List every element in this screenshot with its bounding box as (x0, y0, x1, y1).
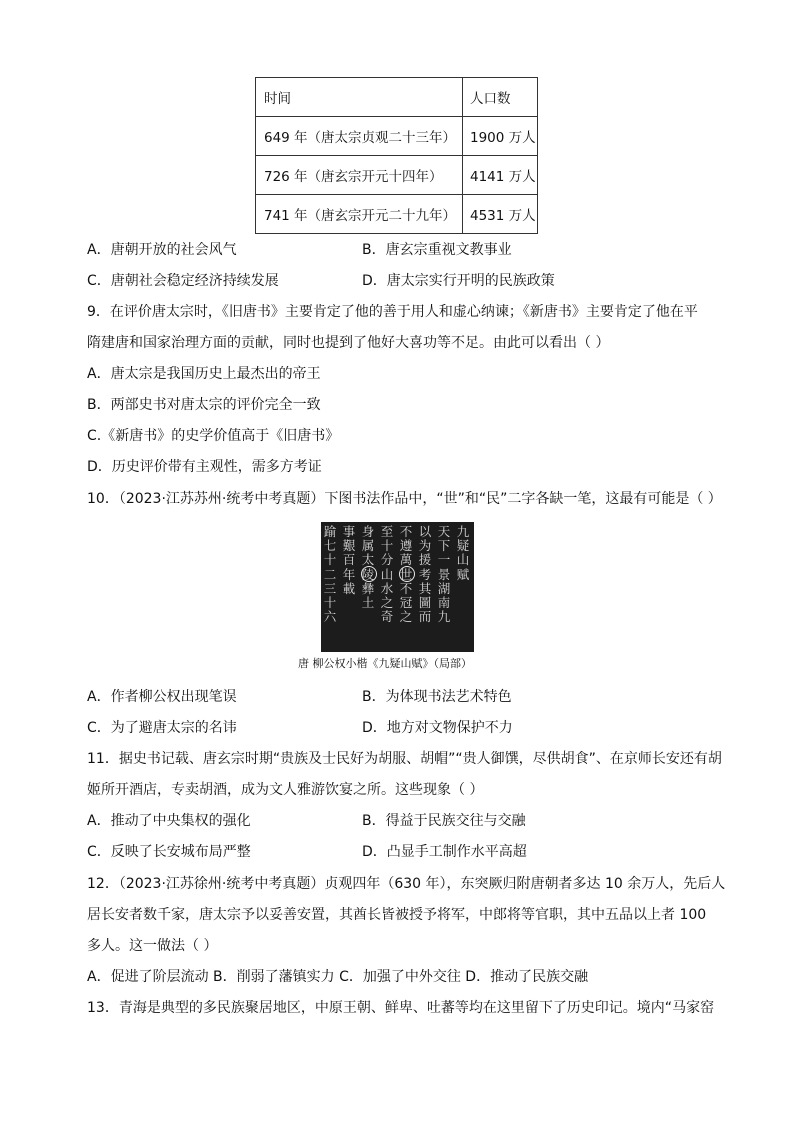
table-cell: 726 年（唐玄宗开元十四年） (256, 156, 463, 195)
table-cell: 649 年（唐太宗贞观二十三年） (256, 117, 463, 156)
table-row (256, 156, 538, 195)
q10-option-b[interactable]: B．为体现书法艺术特色 (362, 689, 512, 705)
population-table (255, 77, 538, 234)
calligraphy-column: 九疑山赋 (456, 524, 470, 582)
q11-stem-line: 姬所开酒店，专卖胡酒，成为文人雅游饮宴之所。这些现象（ ） (87, 782, 484, 798)
table-header-cell: 人口数 (463, 78, 538, 117)
q12-options-line[interactable]: A．促进了阶层流动 B．削弱了藩镇实力 C．加强了中外交往 D．推动了民族交融 (87, 969, 589, 985)
highlight-circle (361, 566, 377, 582)
q10-option-d[interactable]: D．地方对文物保护不力 (362, 720, 513, 736)
q8-option-d[interactable]: D．唐太宗实行开明的民族政策 (362, 273, 555, 289)
q12-stem-line: 多人。这一做法（ ） (87, 938, 218, 954)
q9-stem-line: 9．在评价唐太宗时，《旧唐书》主要肯定了他的善于用人和虚心纳谏；《新唐书》主要肯定了他在平 (87, 304, 698, 320)
q10-option-c[interactable]: C．为了避唐太宗的名讳 (87, 720, 237, 736)
q11-option-b[interactable]: B．得益于民族交往与交融 (362, 813, 526, 829)
calligraphy-column: 天下一景湖南九 (437, 524, 451, 625)
q12-stem-line: 12．（2023·江苏徐州·统考中考真题）贞观四年（630 年），东突厥归附唐朝者多达 10 余万人，先后人 (87, 876, 726, 892)
q9-option-b[interactable]: B．两部史书对唐太宗的评价完全一致 (87, 397, 321, 413)
q9-stem-line: 隋建唐和国家治理方面的贡献，同时也提到了他好大喜功等不足。由此可以看出（ ） (87, 335, 610, 351)
q9-option-d[interactable]: D．历史评价带有主观性，需多方考证 (87, 459, 322, 475)
calligraphy-column: 事艱百年載 (342, 524, 356, 596)
table-cell: 1900 万人 (463, 117, 538, 156)
q8-option-a[interactable]: A．唐朝开放的社会风气 (87, 242, 237, 258)
q11-option-c[interactable]: C．反映了长安城布局严整 (87, 844, 251, 860)
table-cell: 4531 万人 (463, 195, 538, 234)
highlight-circle (399, 566, 415, 582)
table-row (256, 195, 538, 234)
q11-stem-line: 11．据史书记载、唐玄宗时期“贵族及士民好为胡服、胡帽”“贵人御馔，尽供胡食”、在京师长安还有胡 (87, 751, 722, 767)
table-cell: 741 年（唐玄宗开元二十九年） (256, 195, 463, 234)
calligraphy-column: 不遵萬世不冠之 (399, 524, 413, 625)
table-row (256, 117, 538, 156)
calligraphy-column: 至十分山水之奇 (380, 524, 394, 625)
table-header-cell: 时间 (256, 78, 463, 117)
table-cell: 4141 万人 (463, 156, 538, 195)
q8-option-b[interactable]: B．唐玄宗重视文教事业 (362, 242, 512, 258)
q13-stem-line: 13．青海是典型的多民族聚居地区，中原王朝、鲜卑、吐蕃等均在这里留下了历史印记。境内“马家窑 (87, 1000, 715, 1016)
q9-option-c[interactable]: C.《新唐书》的史学价值高于《旧唐书》 (87, 428, 340, 444)
q10-option-a[interactable]: A．作者柳公权出现笔误 (87, 689, 237, 705)
table-header-row (256, 78, 538, 117)
calligraphy-image (321, 522, 474, 652)
q10-stem-line: 10．（2023·江苏苏州·统考中考真题）下图书法作品中，“世”和“民”二字各缺一笔，这最有可能是（ ） (87, 491, 722, 507)
q9-option-a[interactable]: A．唐太宗是我国历史上最杰出的帝王 (87, 366, 321, 382)
calligraphy-column: 踰七十二三十六 (323, 524, 337, 625)
figure-caption: 唐 柳公权小楷《九疑山赋》（局部） (298, 657, 472, 670)
q11-option-a[interactable]: A．推动了中央集权的强化 (87, 813, 251, 829)
q11-option-d[interactable]: D．凸显手工制作水平高超 (362, 844, 527, 860)
q8-option-c[interactable]: C．唐朝社会稳定经济持续发展 (87, 273, 279, 289)
calligraphy-column: 身属太陵彝土 (361, 524, 375, 611)
calligraphy-column: 以为援考其圖而 (418, 524, 432, 625)
q12-stem-line: 居长安者数千家，唐太宗予以妥善安置，其酋长皆被授予将军，中郎将等官职，其中五品以上者 100 (87, 907, 707, 923)
